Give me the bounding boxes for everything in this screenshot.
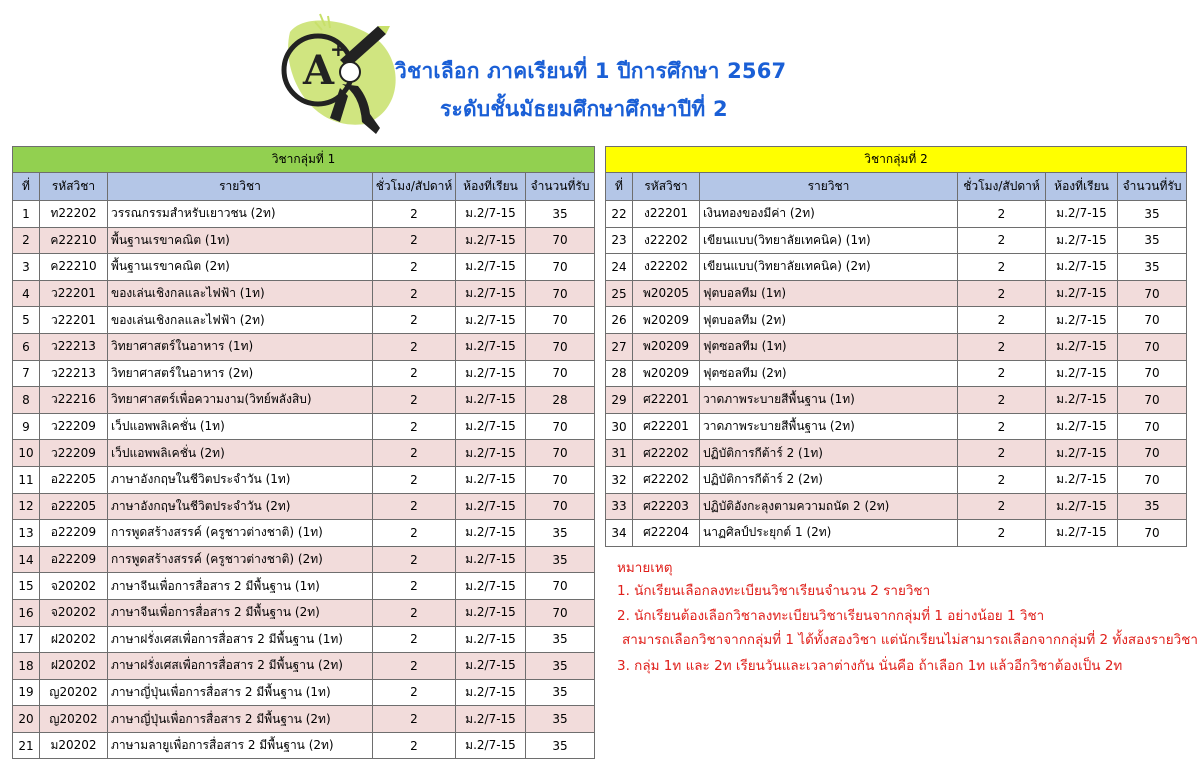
cell-seats: 70 [526,466,595,493]
cell-code: ว22201 [40,280,108,307]
cell-room: ม.2/7-15 [1046,520,1118,547]
table-row [13,573,595,600]
cell-no: 17 [13,626,40,653]
cell-code: ศ22203 [633,493,700,520]
table-row [13,387,595,414]
cell-no: 9 [13,413,40,440]
cell-room: ม.2/7-15 [1046,387,1118,414]
cell-no: 12 [13,493,40,520]
col-header-room: ห้องที่เรียน [1046,173,1118,201]
cell-seats: 70 [526,333,595,360]
cell-seats: 70 [526,599,595,626]
cell-room: ม.2/7-15 [1046,254,1118,281]
table-row [13,227,595,254]
page-title: วิชาเลือก ภาคเรียนที่ 1 ปีการศึกษา 2567 [395,59,787,83]
cell-hours: 2 [373,626,456,653]
cell-name: วรรณกรรมสำหรับเยาวชน (2ท) [108,201,373,228]
table-row [13,254,595,281]
cell-room: ม.2/7-15 [456,599,526,626]
cell-hours: 2 [373,280,456,307]
cell-hours: 2 [373,732,456,759]
cell-hours: 2 [373,387,456,414]
table-row [606,520,1187,547]
cell-code: อ22205 [40,493,108,520]
cell-name: เขียนแบบ(วิทยาลัยเทคนิค) (2ท) [700,254,958,281]
table-row [13,307,595,334]
cell-hours: 2 [958,254,1046,281]
table-row [13,546,595,573]
cell-name: ภาษาอังกฤษในชีวิตประจำวัน (2ท) [108,493,373,520]
cell-room: ม.2/7-15 [1046,333,1118,360]
cell-hours: 2 [958,333,1046,360]
cell-hours: 2 [373,679,456,706]
cell-no: 33 [606,493,633,520]
cell-code: ศ22202 [633,466,700,493]
cell-room: ม.2/7-15 [456,227,526,254]
cell-no: 2 [13,227,40,254]
cell-name: การพูดสร้างสรรค์ (ครูชาวต่างชาติ) (2ท) [108,546,373,573]
cell-no: 11 [13,466,40,493]
cell-seats: 70 [1118,280,1187,307]
cell-room: ม.2/7-15 [456,626,526,653]
cell-room: ม.2/7-15 [1046,413,1118,440]
cell-no: 1 [13,201,40,228]
cell-code: ม20202 [40,732,108,759]
cell-name: วิทยาศาสตร์ในอาหาร (1ท) [108,333,373,360]
cell-room: ม.2/7-15 [456,307,526,334]
table-row [606,227,1187,254]
cell-code: ว22209 [40,413,108,440]
cell-name: วิทยาศาสตร์เพื่อความงาม(วิทย์พลังสิบ) [108,387,373,414]
cell-hours: 2 [373,360,456,387]
cell-name: เว็ปแอพพลิเคชั่น (2ท) [108,440,373,467]
cell-code: ญ20202 [40,706,108,733]
cell-code: อ22209 [40,546,108,573]
note-line-3: 3. กลุ่ม 1ท และ 2ท เรียนวันและเวลาต่างกัน นั่นคือ ถ้าเลือก 1ท แล้วอีกวิชาต้องเป็น 2ท [617,658,1123,674]
a-plus-mascot-logo [270,12,410,140]
cell-no: 13 [13,520,40,547]
cell-no: 20 [13,706,40,733]
cell-no: 32 [606,466,633,493]
cell-seats: 35 [526,546,595,573]
cell-no: 24 [606,254,633,281]
table-row [13,626,595,653]
cell-hours: 2 [373,599,456,626]
cell-seats: 70 [1118,387,1187,414]
cell-name: ฟุตซอลทีม (2ท) [700,360,958,387]
col-header-room: ห้องที่เรียน [456,173,526,201]
cell-name: ปฏิบัติการกีต้าร์ 2 (2ท) [700,466,958,493]
cell-name: นาฏศิลป์ประยุกต์ 1 (2ท) [700,520,958,547]
cell-room: ม.2/7-15 [456,387,526,414]
cell-name: พื้นฐานเรขาคณิต (1ท) [108,227,373,254]
svg-text:A: A [303,47,335,94]
cell-seats: 70 [1118,440,1187,467]
cell-code: พ20209 [633,360,700,387]
cell-no: 21 [13,732,40,759]
cell-hours: 2 [373,227,456,254]
cell-name: ภาษาจีนเพื่อการสื่อสาร 2 มีพื้นฐาน (2ท) [108,599,373,626]
cell-room: ม.2/7-15 [456,333,526,360]
cell-no: 18 [13,653,40,680]
cell-hours: 2 [373,307,456,334]
cell-no: 27 [606,333,633,360]
cell-no: 29 [606,387,633,414]
cell-seats: 70 [526,307,595,334]
cell-hours: 2 [373,573,456,600]
cell-room: ม.2/7-15 [1046,440,1118,467]
cell-no: 16 [13,599,40,626]
cell-code: ว22201 [40,307,108,334]
cell-no: 22 [606,201,633,228]
cell-seats: 70 [1118,307,1187,334]
cell-code: ง22202 [633,227,700,254]
cell-room: ม.2/7-15 [456,201,526,228]
cell-no: 4 [13,280,40,307]
svg-text:+: + [330,37,347,61]
cell-room: ม.2/7-15 [456,732,526,759]
table-row [13,653,595,680]
cell-room: ม.2/7-15 [456,360,526,387]
table-row [13,466,595,493]
cell-room: ม.2/7-15 [456,706,526,733]
table-row [13,493,595,520]
cell-name: ภาษาฝรั่งเศสเพื่อการสื่อสาร 2 มีพื้นฐาน (1ท) [108,626,373,653]
cell-hours: 2 [373,520,456,547]
cell-code: อ22209 [40,520,108,547]
notes-title: หมายเหตุ [617,560,673,576]
cell-hours: 2 [958,413,1046,440]
cell-hours: 2 [958,307,1046,334]
cell-room: ม.2/7-15 [456,653,526,680]
note-line-1: 1. นักเรียนเลือกลงทะเบียนวิชาเรียนจำนวน 2 รายวิชา [617,583,931,599]
table-row [13,280,595,307]
cell-room: ม.2/7-15 [1046,493,1118,520]
cell-no: 31 [606,440,633,467]
cell-code: ว22213 [40,333,108,360]
cell-seats: 35 [526,520,595,547]
col-header-no: ที่ [606,173,633,201]
cell-room: ม.2/7-15 [456,493,526,520]
cell-hours: 2 [373,254,456,281]
cell-hours: 2 [373,493,456,520]
cell-name: ของเล่นเชิงกลและไฟฟ้า (1ท) [108,280,373,307]
cell-hours: 2 [373,413,456,440]
table-row [606,493,1187,520]
cell-room: ม.2/7-15 [1046,227,1118,254]
cell-seats: 35 [1118,493,1187,520]
table-row [606,307,1187,334]
cell-code: พ20209 [633,333,700,360]
col-header-seats: จำนวนที่รับ [1118,173,1187,201]
cell-name: ภาษาอังกฤษในชีวิตประจำวัน (1ท) [108,466,373,493]
table-row [13,440,595,467]
cell-seats: 35 [526,626,595,653]
col-header-seats: จำนวนที่รับ [526,173,595,201]
cell-seats: 35 [526,732,595,759]
table-row [606,466,1187,493]
table-row [606,333,1187,360]
cell-code: ค22210 [40,254,108,281]
cell-code: ญ20202 [40,679,108,706]
cell-no: 23 [606,227,633,254]
cell-seats: 70 [526,573,595,600]
cell-hours: 2 [958,493,1046,520]
table-row [606,440,1187,467]
cell-hours: 2 [958,520,1046,547]
cell-room: ม.2/7-15 [456,520,526,547]
table-row [606,280,1187,307]
cell-name: ฟุตบอลทีม (2ท) [700,307,958,334]
col-header-hours: ชั่วโมง/สัปดาห์ [373,173,456,201]
group2-table [605,146,1187,547]
cell-code: อ22205 [40,466,108,493]
cell-no: 26 [606,307,633,334]
cell-code: ว22209 [40,440,108,467]
col-header-code: รหัสวิชา [40,173,108,201]
cell-code: ง22202 [633,254,700,281]
cell-name: ปฏิบัติอังกะลุงตามความถนัด 2 (2ท) [700,493,958,520]
table-row [606,360,1187,387]
cell-name: เงินทองของมีค่า (2ท) [700,201,958,228]
cell-no: 28 [606,360,633,387]
cell-code: ศ22204 [633,520,700,547]
cell-name: ภาษาญี่ปุ่นเพื่อการสื่อสาร 2 มีพื้นฐาน (2ท) [108,706,373,733]
cell-seats: 70 [1118,520,1187,547]
cell-no: 15 [13,573,40,600]
page-header [0,0,1200,145]
col-header-hours: ชั่วโมง/สัปดาห์ [958,173,1046,201]
table-row [13,520,595,547]
group1-rows [13,201,595,759]
table-row [13,679,595,706]
cell-seats: 35 [526,201,595,228]
table-row [606,413,1187,440]
cell-room: ม.2/7-15 [456,546,526,573]
cell-name: ของเล่นเชิงกลและไฟฟ้า (2ท) [108,307,373,334]
cell-code: จ20202 [40,573,108,600]
cell-name: ภาษาญี่ปุ่นเพื่อการสื่อสาร 2 มีพื้นฐาน (1ท) [108,679,373,706]
cell-seats: 70 [1118,360,1187,387]
cell-hours: 2 [958,227,1046,254]
group2-title: วิชากลุ่มที่ 2 [606,147,1187,173]
cell-hours: 2 [373,706,456,733]
table-row [13,413,595,440]
table-row [606,254,1187,281]
cell-room: ม.2/7-15 [456,679,526,706]
cell-hours: 2 [958,201,1046,228]
cell-code: ศ22201 [633,387,700,414]
cell-name: เว็ปแอพพลิเคชั่น (1ท) [108,413,373,440]
cell-code: พ20205 [633,280,700,307]
cell-code: ศ22202 [633,440,700,467]
cell-hours: 2 [958,280,1046,307]
table-row [606,387,1187,414]
table-row [13,360,595,387]
cell-no: 19 [13,679,40,706]
cell-no: 5 [13,307,40,334]
cell-room: ม.2/7-15 [456,466,526,493]
cell-room: ม.2/7-15 [456,440,526,467]
cell-no: 14 [13,546,40,573]
cell-no: 30 [606,413,633,440]
table-row [606,201,1187,228]
cell-name: วิทยาศาสตร์ในอาหาร (2ท) [108,360,373,387]
page-subtitle: ระดับชั้นมัธยมศึกษาศึกษาปีที่ 2 [440,97,728,121]
cell-name: ภาษาฝรั่งเศสเพื่อการสื่อสาร 2 มีพื้นฐาน (2ท) [108,653,373,680]
table-row [13,732,595,759]
cell-code: พ20209 [633,307,700,334]
cell-no: 10 [13,440,40,467]
cell-code: จ20202 [40,599,108,626]
cell-name: ภาษาจีนเพื่อการสื่อสาร 2 มีพื้นฐาน (1ท) [108,573,373,600]
col-header-name: รายวิชา [700,173,958,201]
table-row [13,201,595,228]
cell-room: ม.2/7-15 [456,280,526,307]
cell-code: ท22202 [40,201,108,228]
cell-no: 7 [13,360,40,387]
col-header-no: ที่ [13,173,40,201]
cell-seats: 35 [526,653,595,680]
cell-no: 3 [13,254,40,281]
cell-no: 6 [13,333,40,360]
cell-name: วาดภาพระบายสีพื้นฐาน (2ท) [700,413,958,440]
cell-seats: 70 [526,360,595,387]
cell-hours: 2 [958,440,1046,467]
cell-seats: 35 [1118,254,1187,281]
cell-code: ค22210 [40,227,108,254]
cell-seats: 70 [526,440,595,467]
group1-title: วิชากลุ่มที่ 1 [13,147,595,173]
col-header-name: รายวิชา [108,173,373,201]
table-row [13,599,595,626]
cell-code: ศ22201 [633,413,700,440]
cell-room: ม.2/7-15 [1046,466,1118,493]
cell-seats: 70 [1118,333,1187,360]
cell-seats: 35 [1118,201,1187,228]
cell-hours: 2 [958,360,1046,387]
cell-code: ว22216 [40,387,108,414]
cell-room: ม.2/7-15 [456,573,526,600]
cell-name: ฟุตซอลทีม (1ท) [700,333,958,360]
cell-code: ง22201 [633,201,700,228]
cell-hours: 2 [373,201,456,228]
cell-seats: 70 [1118,413,1187,440]
cell-room: ม.2/7-15 [456,413,526,440]
cell-code: ฝ20202 [40,626,108,653]
table-row [13,333,595,360]
cell-room: ม.2/7-15 [1046,280,1118,307]
note-line-2: 2. นักเรียนต้องเลือกวิชาลงทะเบียนวิชาเรียนจากกลุ่มที่ 1 อย่างน้อย 1 วิชา [617,608,1045,624]
cell-hours: 2 [373,333,456,360]
cell-room: ม.2/7-15 [1046,201,1118,228]
cell-no: 34 [606,520,633,547]
cell-room: ม.2/7-15 [1046,307,1118,334]
cell-seats: 70 [1118,466,1187,493]
table-row [13,706,595,733]
cell-hours: 2 [373,546,456,573]
cell-seats: 70 [526,254,595,281]
cell-room: ม.2/7-15 [1046,360,1118,387]
cell-seats: 35 [526,706,595,733]
cell-seats: 70 [526,493,595,520]
cell-seats: 70 [526,413,595,440]
col-header-code: รหัสวิชา [633,173,700,201]
cell-no: 8 [13,387,40,414]
cell-hours: 2 [958,387,1046,414]
cell-hours: 2 [373,653,456,680]
cell-seats: 70 [526,227,595,254]
cell-hours: 2 [958,466,1046,493]
cell-name: วาดภาพระบายสีพื้นฐาน (1ท) [700,387,958,414]
cell-room: ม.2/7-15 [456,254,526,281]
cell-hours: 2 [373,440,456,467]
cell-hours: 2 [373,466,456,493]
cell-name: ปฏิบัติการกีต้าร์ 2 (1ท) [700,440,958,467]
cell-name: การพูดสร้างสรรค์ (ครูชาวต่างชาติ) (1ท) [108,520,373,547]
cell-name: ภาษามลายูเพื่อการสื่อสาร 2 มีพื้นฐาน (2ท) [108,732,373,759]
cell-name: พื้นฐานเรขาคณิต (2ท) [108,254,373,281]
cell-code: ฝ20202 [40,653,108,680]
cell-name: เขียนแบบ(วิทยาลัยเทคนิค) (1ท) [700,227,958,254]
cell-no: 25 [606,280,633,307]
group1-table [12,146,595,759]
cell-name: ฟุตบอลทีม (1ท) [700,280,958,307]
cell-seats: 70 [526,280,595,307]
cell-seats: 35 [526,679,595,706]
group2-rows [606,201,1187,547]
cell-code: ว22213 [40,360,108,387]
note-line-2-cont: สามารถเลือกวิชาจากกลุ่มที่ 1 ได้ทั้งสองวิชา แต่นักเรียนไม่สามารถเลือกจากกลุ่มที่ 2 ทั้งสองรายวิชา [622,632,1198,648]
cell-seats: 35 [1118,227,1187,254]
cell-seats: 28 [526,387,595,414]
